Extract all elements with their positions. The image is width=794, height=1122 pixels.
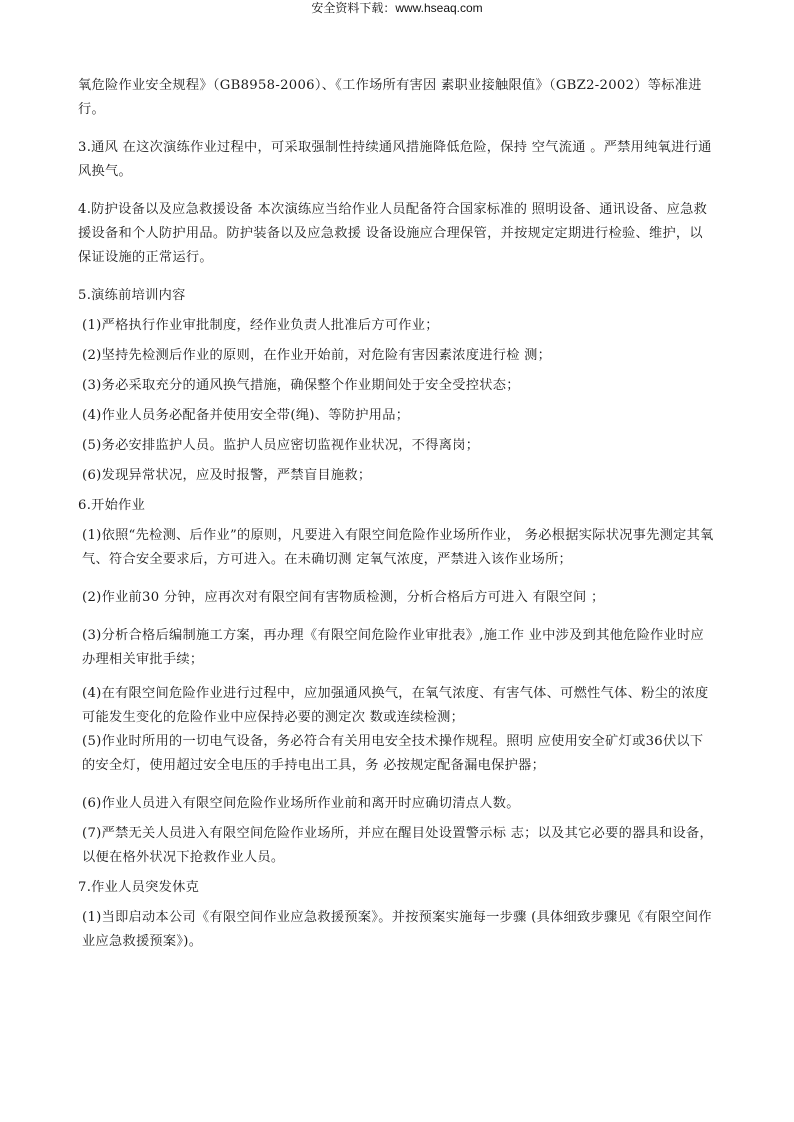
paragraph-ventilation: 3.通风 在这次演练作业过程中，可采取强制性持续通风措施降低危险，保持 空气流通 。严禁用纯氧进行通风换气。 bbox=[78, 140, 712, 179]
paragraph-standards: 氧危险作业安全规程》（GB8958-2006）、《工作场所有害因 素职业接触限值》（GBZ2-2002）等标准进行。 bbox=[78, 78, 702, 117]
header-download-text: 安全资料下载：www.hseaq.com bbox=[311, 1, 483, 15]
list-item: (3)务必采取充分的通风换气措施，确保整个作业期间处于安全受控状态； bbox=[82, 378, 520, 393]
list-item: (2)作业前30 分钟，应再次对有限空间有害物质检测，分析合格后方可进入 有限空间 ； bbox=[82, 590, 605, 605]
list-item: (4)作业人员务必配备并使用安全带(绳)、等防护用品； bbox=[82, 408, 410, 423]
list-item: (1)当即启动本公司《有限空间作业应急救援预案》。并按预案实施每一步骤 (具体细致步骤见《有限空间作业应急救援预案》)。 bbox=[82, 910, 712, 949]
list-item: (6)作业人员进入有限空间危险作业场所作业前和离开时应确切清点人数。 bbox=[82, 796, 520, 811]
list-item: (5)作业时所用的一切电气设备，务必符合有关用电安全技术操作规程。照明 应使用安全矿灯或36伏以下的安全灯，使用超过安全电压的手持电出工具，务 必按规定配备漏电保护器； bbox=[82, 734, 704, 773]
heading-pre-drill-training: 5.演练前培训内容 bbox=[78, 288, 186, 303]
list-item: (7)严禁无关人员进入有限空间危险作业场所，并应在醒目处设置警示标 志；以及其它必要的器具和设备，以便在格外状况下抢救作业人员。 bbox=[82, 826, 714, 865]
heading-sudden-shock: 7.作业人员突发休克 bbox=[78, 880, 200, 895]
list-item: (3)分析合格后编制施工方案，再办理《有限空间危险作业审批表》,施工作 业中涉及到其他危险作业时应办理相关审批手续； bbox=[82, 628, 705, 667]
list-item: (5)务必安排监护人员。监护人员应密切监视作业状况，不得离岗； bbox=[82, 438, 480, 453]
list-item: (1)依照“先检测、后作业”的原则，凡要进入有限空间危险作业场所作业， 务必根据实际状况事先测定其氧气、符合安全要求后，方可进入。在未确切测 定氧气浓度，严禁进入该作业场所； bbox=[82, 528, 714, 567]
list-item: (6)发现异常状况，应及时报警，严禁盲目施救； bbox=[82, 468, 372, 483]
document-body bbox=[78, 74, 716, 954]
list-item: (1)严格执行作业审批制度，经作业负责人批准后方可作业； bbox=[82, 318, 439, 333]
paragraph-protective-equipment: 4.防护设备以及应急救援设备 本次演练应当给作业人员配备符合国家标准的 照明设备、通讯设备、应急救援设备和个人防护用品。防护装备以及应急救援 设备设施应合理保管，并按规定定期进行检验、维护，以保证设施的正常运行。 bbox=[78, 202, 708, 265]
heading-start-work: 6.开始作业 bbox=[78, 498, 146, 513]
list-item: (4)在有限空间危险作业进行过程中，应加强通风换气，在氧气浓度、有害气体、可燃性气体、粉尘的浓度可能发生变化的危险作业中应保持必要的测定次 数或连续检测； bbox=[82, 686, 709, 725]
list-item: (2)坚持先检测后作业的原则，在作业开始前，对危险有害因素浓度进行检 测； bbox=[82, 348, 552, 363]
page-header bbox=[0, 0, 794, 20]
